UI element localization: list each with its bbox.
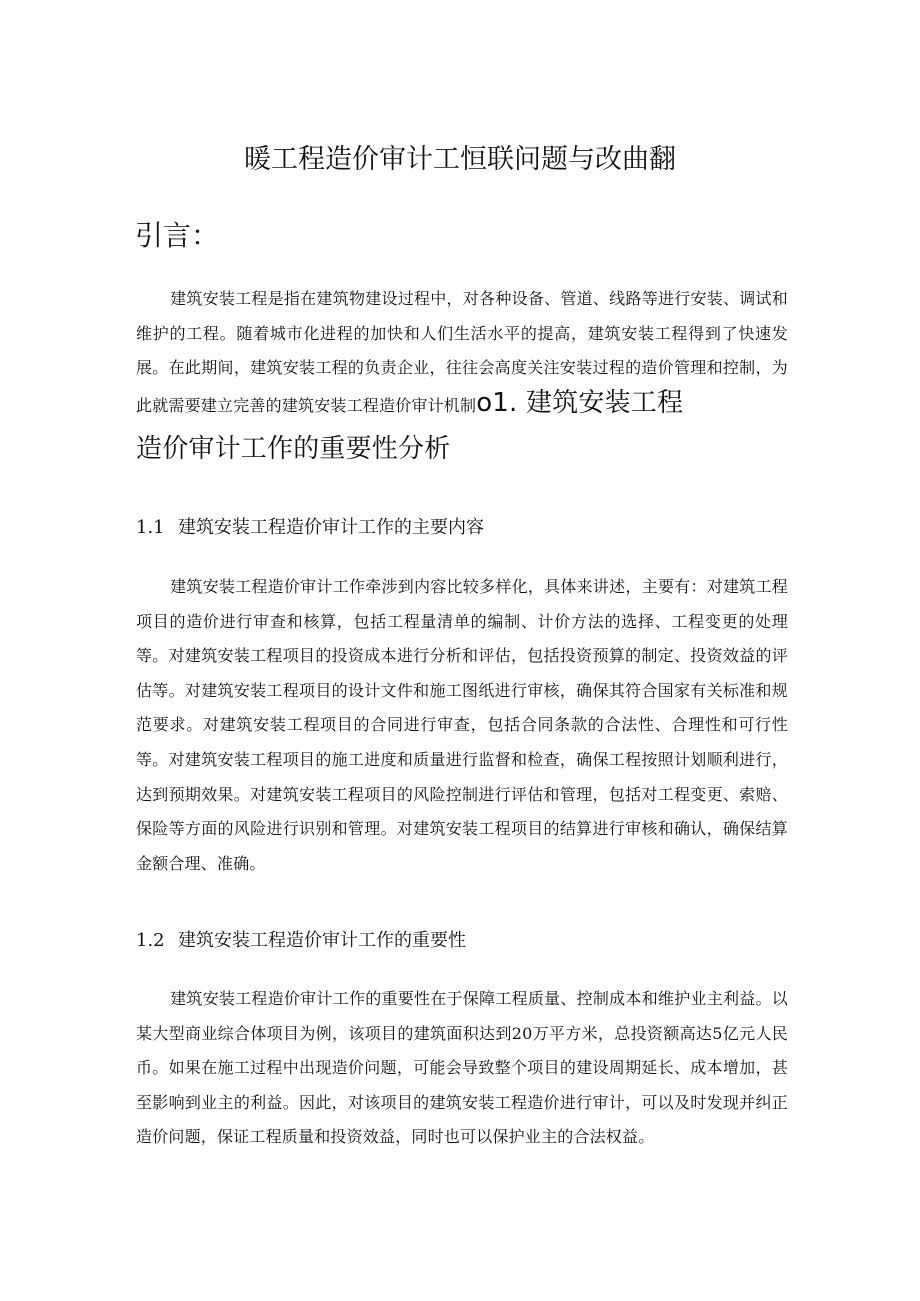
subsection-number: 1.1 — [136, 517, 165, 538]
paragraph-text: 建筑安装工程造价审计工作牵涉到内容比较多样化，具体来讲述，主要有：对建筑工程项目的造价进行审查和核算，包括工程量清单的编制、计价方法的选择、工程变更的处理等。对建筑安装工程项目的投资成本进行分析和评估，包括投资预算的制定、投资效益的评估等。对建筑安装工程项目的设计文件和施工图纸进行审核，确保其符合国家有关标准和规范要求。对建筑安装工程项目的合同进行审查，包括合同条款的合法性、合理性和可行性等。对建筑安装工程项目的施工进度和质量进行监督和检查，确保工程按照计划顺利进行，达到预期效果。对建筑安装工程项目的风险控制进行评估和管理，包括对工程变更、索赔、保险等方面的风险进行识别和管理。对建筑安装工程项目的结算进行审核和确认，确保结算金额合理、准确。 — [136, 577, 788, 873]
paragraph-text: 建筑安装工程造价审计工作的重要性在于保障工程质量、控制成本和维护业主利益。以某大型商业综合体项目为例，该项目的建筑面积达到20万平方米，总投资额高达5亿元人民币。如果在施工过程中出现造价问题，可能会导致整个项目的建设周期延长、成本增加，甚至影响到业主的利益。因此，对该项目的建筑安装工程造价进行审计，可以及时发现并纠正造价问题，保证工程质量和投资效益，同时也可以保护业主的合法权益。 — [136, 989, 788, 1147]
subsection-number: 1.2 — [136, 930, 165, 951]
subsection-1-1-heading — [136, 513, 484, 543]
intro-paragraph — [136, 282, 788, 471]
subsection-1-2-paragraph — [136, 982, 788, 1155]
intro-paragraph-text: 建筑安装工程是指在建筑物建设过程中，对各种设备、管道、线路等进行安装、调试和维护的工程。随着城市化进程的加快和人们生活水平的提高，建筑安装工程得到了快速发展。在此期间，建筑安装工程的负责企业，往往会高度关注安装过程的造价管理和控制，为此就需要建立完善的建筑安装工程造价审计机制 — [136, 289, 788, 415]
subsection-1-2-heading — [136, 926, 466, 956]
section1-heading-part2: 造价审计工作的重要性分析 — [136, 434, 451, 465]
section1-heading-part1: o1. 建筑安装工程 — [476, 387, 684, 418]
document-title: 暖工程造价审计工恒联问题与改曲翻 — [244, 144, 676, 175]
subsection-title: 建筑安装工程造价审计工作的主要内容 — [178, 517, 484, 538]
intro-heading: 引言： — [135, 219, 220, 252]
subsection-1-1-paragraph — [136, 570, 788, 881]
subsection-title: 建筑安装工程造价审计工作的重要性 — [178, 930, 466, 951]
